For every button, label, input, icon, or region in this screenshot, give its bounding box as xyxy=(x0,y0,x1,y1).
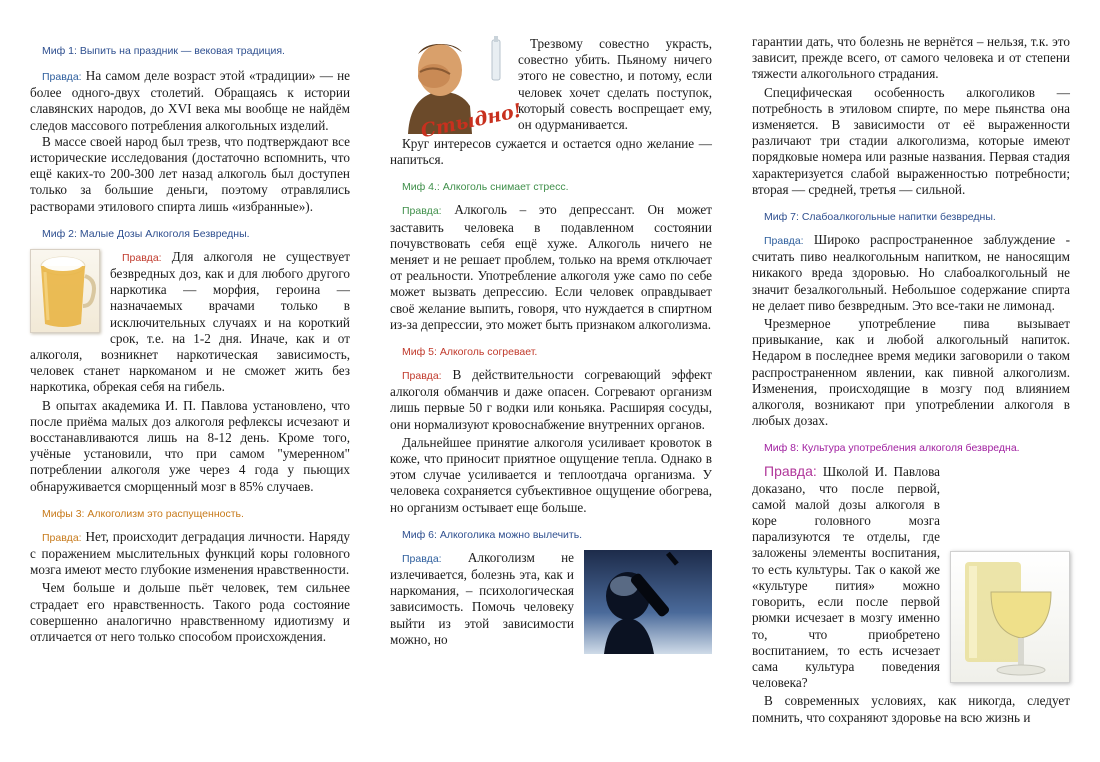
intro-paragraph-2: Круг интересов сужается и остается одно желание — напиться. xyxy=(390,136,712,168)
myth5-text-1: В действительности согревающий эффект алкоголя обманчив и даже опасен. Согревают организм лишь первые 50 г водки или коньяка. Расширяя сосуды, они нормализуют кровоснабжение внутренних органов. xyxy=(390,367,712,432)
myth6-text-1: Алкоголизм не излечивается, болезнь эта, как и наркомания, – психологическая зависимость. Помочь человеку выйти из этой зависимости можно, но xyxy=(390,549,574,647)
myth4-pravda-label: Правда: xyxy=(402,205,442,218)
myth3-paragraph-2: Чем больше и дольше пьёт человек, тем сильнее страдает его нравственность. Такого рода состояние совершенно аналогично нравственному идиотизму и отличается от него только способом происхождения. xyxy=(30,580,350,645)
myth5-title: Миф 5: Алкоголь согревает. xyxy=(402,346,538,359)
drinking-silhouette-icon xyxy=(584,550,712,654)
myth4-text-1: Алкоголь – это депрессант. Он может заставить человека в подавленном состоянии почувствовать себя ещё хуже. Алкоголь ничего не меняет и не решает проблем, только на время отключает от реальности. Употребление алкоголя уже само по себе может вызвать депрессию. Если человек оправдывает своё желание выпить, говоря, что нуждается в спиртном из-за депрессии, это может быть признаком алкоголизма. xyxy=(390,202,712,332)
beer-glass-image xyxy=(30,249,100,333)
myth1-paragraph-2: В массе своей народ был трезв, что подтверждают все исторические исследования (достаточно вспомнить, что ещё каких-то 200-300 лет назад алкоголь был доступен только за большие деньги, поэтому отравлялись растворами этилового спирта лишь «избранные»). xyxy=(30,133,350,214)
myth6-title: Миф 6: Алкоголика можно вылечить. xyxy=(402,528,583,541)
column-middle xyxy=(390,0,712,762)
wine-glass-image xyxy=(950,551,1070,683)
myth3-pravda-label: Правда: xyxy=(42,531,82,544)
shame-poster-image xyxy=(390,36,524,143)
beer-glass-icon xyxy=(31,250,99,332)
myth2-pravda-label: Правда: xyxy=(122,251,162,264)
myth2-title: Миф 2: Малые Дозы Алкоголя Безвредны. xyxy=(42,227,250,240)
poster-caption: Стыдно! xyxy=(418,99,524,143)
myth8-text-1: Школой И. Павлова доказано, что после первой, самой малой дозы алкоголя в коре головного мозга парализуются те отделы, где заложены элементы воспитания, то есть культуры. Так о какой же «культуре пития» можно говорить, если после первой рюмки исчезает в мозгу именно то, что приобретено воспитанием, то есть исчезает сама культура поведения человека? xyxy=(752,464,941,691)
myth7-paragraph-1 xyxy=(752,232,1070,314)
myth5-paragraph-1 xyxy=(390,367,712,433)
myth7-text-1: Широко распространенное заблуждение - считать пиво неалкогольным напитком, не наносящим никакого вреда здоровью. Но слабоалкогольный не значит безалкогольный. Небольшое содержание спирта не делает пиво безвредным. Это все-таки не лимонад. xyxy=(752,232,1071,313)
myth3-text-1: Нет, происходит деградация личности. Наряду с поражением мыслительных функций коры головного мозга имеют место глубокие изменения нравственности. xyxy=(30,528,351,578)
myth3-paragraph-1 xyxy=(30,529,350,579)
myth7-title: Миф 7: Слабоалкогольные напитки безвредны. xyxy=(764,211,996,224)
myth5-paragraph-2: Дальнейшее принятие алкоголя усиливает кровоток в коже, что приносит приятное ощущение тепла. Однако в этом случае усиливается и теплоотдача организма. У человека сохраняется субъективное ощущение обогрева, но организм остывает еще больше. xyxy=(390,434,712,515)
myth1-title: Миф 1: Выпить на праздник — вековая традиция. xyxy=(42,45,285,57)
myth6-pravda-label: Правда: xyxy=(402,552,442,565)
column-left xyxy=(30,0,350,762)
myth3-title: Мифы 3: Алкоголизм это распущенность. xyxy=(42,507,244,520)
myth4-title: Миф 4.: Алкоголь снимает стресс. xyxy=(402,181,569,194)
myth8-pravda-label: Правда: xyxy=(764,463,817,480)
myth5-pravda-label: Правда: xyxy=(402,370,442,383)
myth4-paragraph-1 xyxy=(390,202,712,333)
column-right xyxy=(752,0,1070,762)
myth1-pravda-label: Правда: xyxy=(42,71,82,83)
continuation-paragraph-1: гарантии дать, что болезнь не вернётся – нельзя, т.к. это зависит, прежде всего, от самого человека и от степени тяжести алкогольного страдания. xyxy=(752,34,1070,82)
myth8-paragraph-2: В современных условиях, как никогда, следует помнить, что сохраняют здоровье на всю жизнь и xyxy=(752,693,1070,725)
drinking-man-image xyxy=(584,550,712,654)
myth8-title: Миф 8: Культура употребления алкоголя безвредна. xyxy=(764,442,1020,455)
myth2-paragraph-2: В опытах академика И. П. Павлова установлено, что после приёма малых доз алкоголя рефлексы исчезают и восстанавливаются лишь на 8-12 день. Кроме того, учёные установили, что при самом "умеренном" потреблении алкоголя уже через 4 года у пьющих обнаруживается сморщенный мозг в 85% случаев. xyxy=(30,397,350,494)
myth1-paragraph-1 xyxy=(30,68,350,134)
myth2-text-1: Для алкоголя не существует безвредных доз, как и для любого другого наркотика — морфия, героина — назначаемых врачами только в исключительных случаях и на короткий срок, т.е. на 1-2 дня. Иначе, как и от алкоголя, возникнет наркотическая зависимость, человек станет наркоманом и не сможет жить без наркотика, обрекая себя на гибель. xyxy=(30,248,350,395)
myth7-pravda-label: Правда: xyxy=(764,235,804,248)
continuation-paragraph-2: Специфическая особенность алкоголиков — потребность в этиловом спирте, по мере пьянства она изменяется. В зависимости от её выраженности различают три стадии алкоголизма, которые имеют порядковые номера или разные названия. Первая стадия характеризуется слабой выраженностью потребности; вторая — средней, третья — сильной. xyxy=(752,84,1070,197)
myth1-text-1: На самом деле возраст этой «традиции» — не более одного-двух столетий. Обращаясь к истории славянских народов, до XVI века мы вообще не найдём следов массового потребления алкогольных изделий. xyxy=(30,68,351,133)
myth7-paragraph-2: Чрезмерное употребление пива вызывает привыкание, как и любой алкогольный напиток. Недаром в последнее время медики заговорили о таком распространенном явлении, как пивной алкоголизм. Изменения, происходящие в мозгу под влиянием алкоголя, возникают при употреблении алкоголя в любых дозах. xyxy=(752,316,1070,429)
wine-glass-icon xyxy=(951,552,1069,682)
intro-paragraph-1: Трезвому совестно украсть, совестно убить. Пьяному ничего этого не совестно, и потому, если человек хочет сделать поступок, который совесть воспрещает ему, он одурманивается. xyxy=(518,36,712,133)
